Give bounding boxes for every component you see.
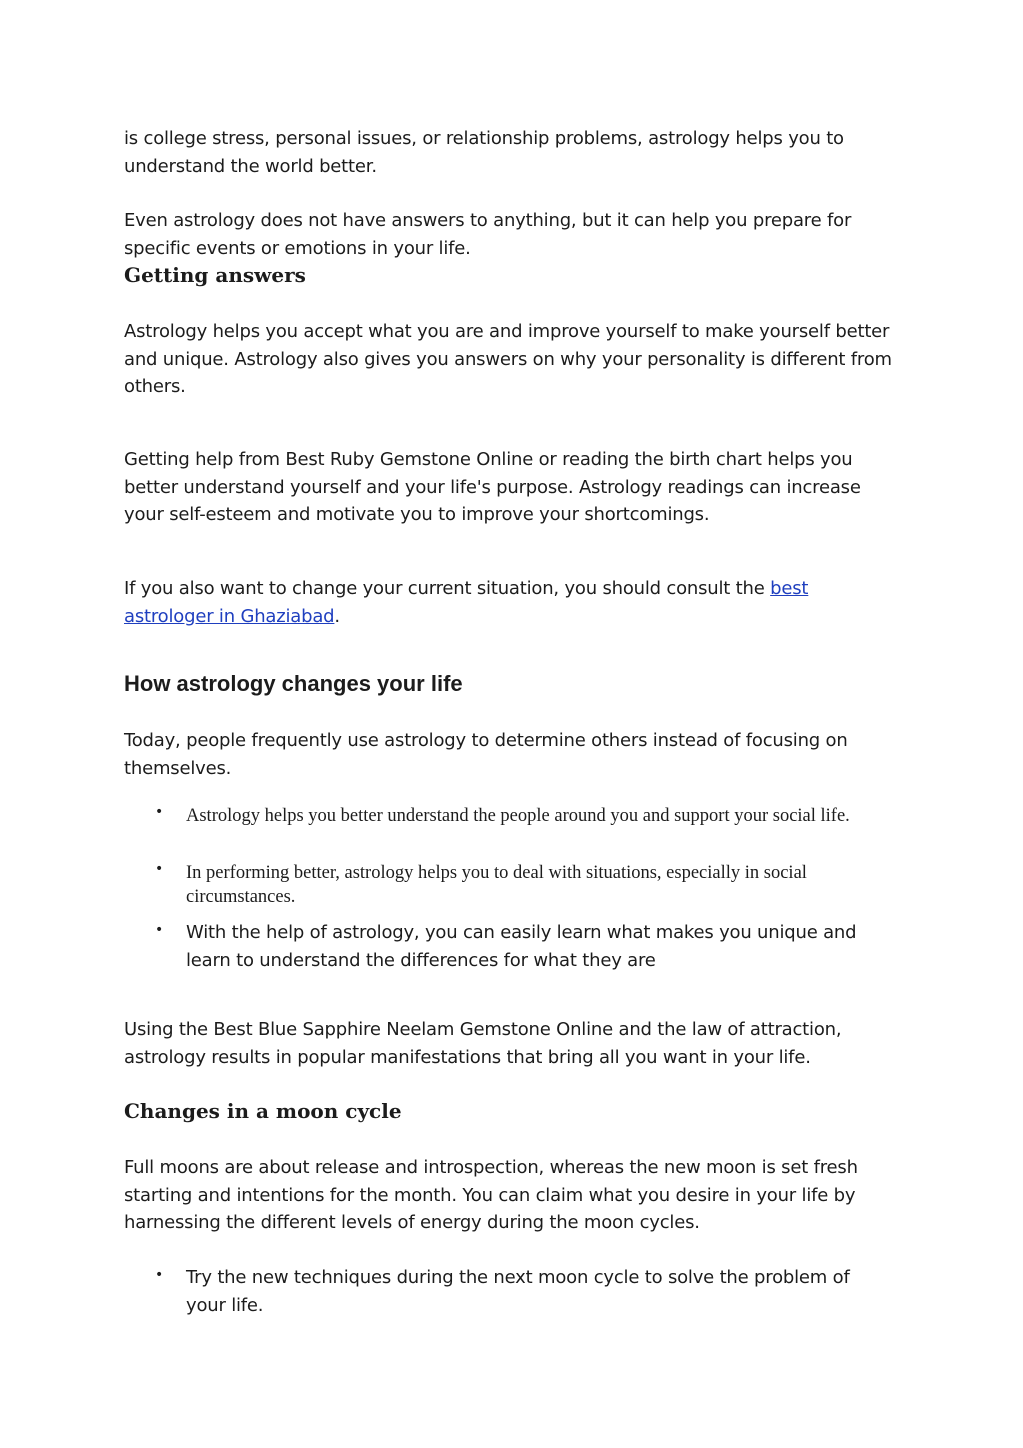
heading-moon-cycle: Changes in a moon cycle: [124, 1099, 402, 1123]
bullet-icon: •: [155, 804, 164, 820]
list-item-text: Astrology helps you better understand the people around you and support your social life.: [186, 806, 850, 826]
paragraph-today: Today, people frequently use astrology to determine others instead of focusing on themselves.: [124, 730, 848, 779]
paragraph-full-moons: Full moons are about release and introspection, whereas the new moon is set fresh starting and intentions for the month. You can claim what you desire in your life by harnessing the different levels of energy during the moon cycles.: [124, 1157, 858, 1233]
bullet-icon: •: [155, 922, 164, 938]
list-item-text: Try the new techniques during the next moon cycle to solve the problem of your life.: [186, 1267, 850, 1316]
heading-how-astrology: How astrology changes your life: [124, 671, 463, 696]
best-astrologer-link[interactable]: best astrologer in Ghaziabad: [124, 578, 809, 627]
consult-period: .: [334, 605, 340, 627]
paragraph-consult: [124, 575, 894, 630]
bullet-icon: •: [155, 1267, 164, 1283]
heading-getting-answers: Getting answers: [124, 263, 306, 287]
paragraph-sapphire: Using the Best Blue Sapphire Neelam Gemstone Online and the law of attraction, astrology results in popular manifestations that bring all you want in your life.: [124, 1019, 842, 1068]
list-item-text: In performing better, astrology helps you to deal with situations, especially in social circumstances.: [186, 863, 807, 907]
consult-text: If you also want to change your current situation, you should consult the: [124, 578, 771, 599]
paragraph-even-astrology: Even astrology does not have answers to anything, but it can help you prepare for specific events or emotions in your life.: [124, 210, 852, 259]
paragraph-intro-continued: is college stress, personal issues, or relationship problems, astrology helps you to understand the world better.: [124, 128, 844, 177]
bullet-icon: •: [155, 861, 164, 877]
paragraph-getting-help: Getting help from Best Ruby Gemstone Online or reading the birth chart helps you better understand yourself and your life's purpose. Astrology readings can increase your self-esteem and motivate you to improve your shortcomings.: [124, 449, 861, 525]
paragraph-accept-yourself: Astrology helps you accept what you are and improve yourself to make yourself better and unique. Astrology also gives you answers on why your personality is different from others.: [124, 321, 892, 397]
list-item-text: With the help of astrology, you can easily learn what makes you unique and learn to understand the differences for what they are: [186, 922, 857, 971]
